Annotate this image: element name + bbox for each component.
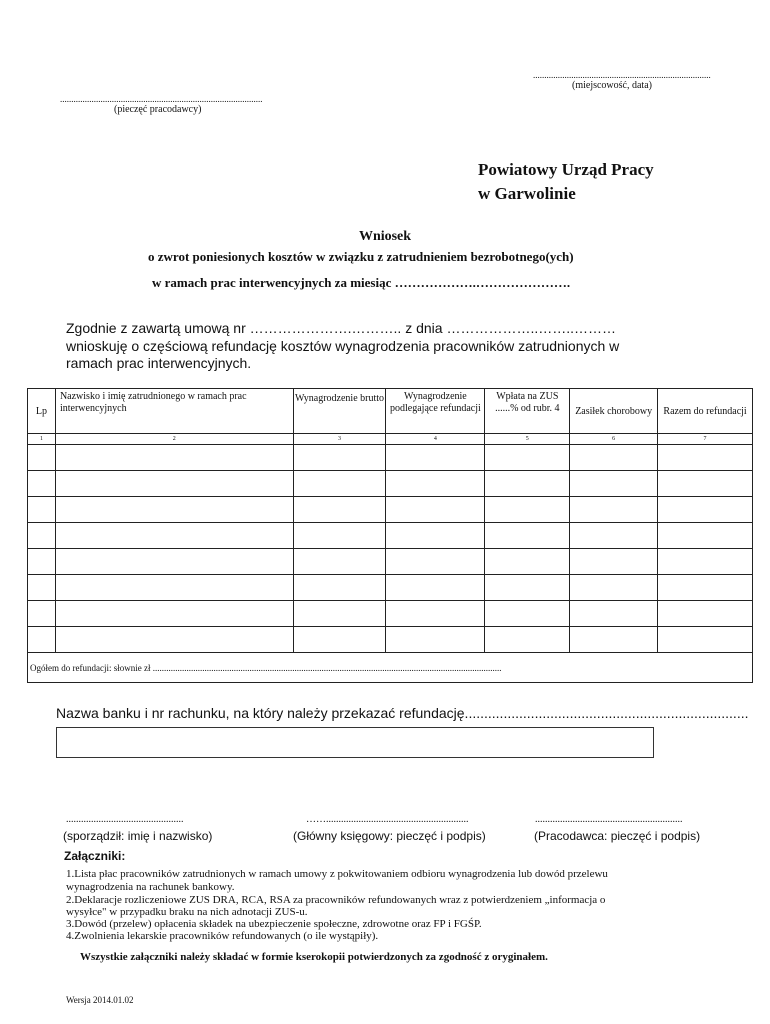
- column-number-row: [28, 434, 753, 445]
- signature-label-employer: (Pracodawca: pieczęć i podpis): [534, 829, 701, 843]
- table-cell[interactable]: [386, 549, 485, 575]
- bank-account-field[interactable]: [56, 727, 654, 758]
- table-cell[interactable]: [55, 471, 293, 497]
- stamp-line: ..........................................................................................: [60, 94, 263, 104]
- total-in-words[interactable]: Ogółem do refundacji: słownie zł ...........................................................................................................................................................: [28, 653, 753, 683]
- table-cell[interactable]: [28, 627, 56, 653]
- table-cell[interactable]: [570, 627, 658, 653]
- table-cell[interactable]: [658, 497, 753, 523]
- attachment-line: 1.Lista płac pracowników zatrudnionych w ramach umowy z pokwitowaniem odbioru wynagrodzenia lub dowód przelewu: [66, 868, 608, 880]
- table-cell[interactable]: [28, 575, 56, 601]
- table-cell[interactable]: [386, 523, 485, 549]
- table-cell[interactable]: [485, 627, 570, 653]
- table-cell[interactable]: [570, 549, 658, 575]
- table-cell[interactable]: [293, 549, 386, 575]
- agreement-line: Zgodnie z zawartą umową nr ………………….……….. z dnia ………………..……..………: [66, 320, 617, 336]
- table-cell[interactable]: [485, 575, 570, 601]
- column-number: 1: [28, 434, 56, 445]
- table-cell[interactable]: [386, 601, 485, 627]
- table-cell[interactable]: [55, 497, 293, 523]
- table-cell[interactable]: [55, 601, 293, 627]
- table-cell[interactable]: [293, 445, 386, 471]
- table-cell[interactable]: [293, 575, 386, 601]
- table-cell[interactable]: [28, 445, 56, 471]
- request-month-line: w ramach prac interwencyjnych za miesiąc ……………….………………….: [152, 275, 571, 290]
- place-date-label: (miejscowość, data): [572, 80, 652, 91]
- table-cell[interactable]: [658, 601, 753, 627]
- table-cell[interactable]: [293, 471, 386, 497]
- table-cell[interactable]: [570, 497, 658, 523]
- signature-line-accountant: …….........................................................: [306, 814, 469, 825]
- column-number: 7: [658, 434, 753, 445]
- attachment-line: wynagrodzenia na rachunek bankowy.: [66, 881, 235, 893]
- table-cell[interactable]: [658, 523, 753, 549]
- column-number: 3: [293, 434, 386, 445]
- header-total-refund: Razem do refundacji: [658, 389, 753, 434]
- table-row: [28, 549, 753, 575]
- table-cell[interactable]: [293, 497, 386, 523]
- recipient-line-1: Powiatowy Urząd Pracy: [478, 160, 654, 179]
- header-zus-payment: Wpłata na ZUS ......% od rubr. 4: [485, 389, 570, 434]
- table-cell[interactable]: [293, 601, 386, 627]
- table-cell[interactable]: [28, 497, 56, 523]
- attachment-line: 4.Zwolnienia lekarskie pracowników refundowanych (o ile wystąpiły).: [66, 930, 379, 942]
- table-cell[interactable]: [55, 627, 293, 653]
- attachments-heading: Załączniki:: [64, 849, 126, 863]
- header-gross-salary: Wynagrodzenie brutto: [293, 389, 386, 434]
- signature-label-accountant: (Główny księgowy: pieczęć i podpis): [293, 829, 486, 843]
- table-cell[interactable]: [658, 549, 753, 575]
- table-cell[interactable]: [658, 575, 753, 601]
- request-title: Wniosek: [358, 229, 412, 244]
- table-cell[interactable]: [570, 471, 658, 497]
- table-cell[interactable]: [28, 601, 56, 627]
- signature-line-preparer: ...............................................: [66, 814, 184, 825]
- column-number: 2: [55, 434, 293, 445]
- header-lp: Lp: [28, 389, 56, 434]
- table-row: [28, 627, 753, 653]
- table-row: [28, 601, 753, 627]
- total-row: [28, 653, 753, 683]
- table-cell[interactable]: [386, 627, 485, 653]
- table-cell[interactable]: [293, 627, 386, 653]
- table-row: [28, 575, 753, 601]
- body-line-1: wnioskuję o częściową refundację kosztów wynagrodzenia pracowników zatrudnionych w: [66, 338, 620, 354]
- bank-account-label: Nazwa banku i nr rachunku, na który należy przekazać refundację.........................................................................: [56, 705, 749, 721]
- table-row: [28, 445, 753, 471]
- copies-notice: Wszystkie załączniki należy składać w formie kserokopii potwierdzonych za zgodność z oryginałem.: [80, 951, 548, 963]
- table-cell[interactable]: [658, 627, 753, 653]
- table-row: [28, 523, 753, 549]
- table-row: [28, 497, 753, 523]
- signature-line-employer: ...........................................................: [535, 814, 683, 825]
- table-cell[interactable]: [570, 601, 658, 627]
- column-number: 5: [485, 434, 570, 445]
- column-number: 4: [386, 434, 485, 445]
- table-row: [28, 471, 753, 497]
- table-cell[interactable]: [386, 445, 485, 471]
- request-subtitle: o zwrot poniesionych kosztów w związku z zatrudnieniem bezrobotnego(ych): [148, 249, 574, 264]
- table-cell[interactable]: [386, 497, 485, 523]
- table-cell[interactable]: [293, 523, 386, 549]
- table-cell[interactable]: [55, 445, 293, 471]
- table-cell[interactable]: [658, 445, 753, 471]
- table-cell[interactable]: [658, 471, 753, 497]
- attachment-line: 3.Dowód (przelew) opłacenia składek na ubezpieczenie społeczne, zdrowotne oraz FP i FGŚP.: [66, 918, 482, 930]
- refund-table: [27, 388, 753, 683]
- table-cell[interactable]: [55, 549, 293, 575]
- table-cell[interactable]: [485, 471, 570, 497]
- form-version: Wersja 2014.01.02: [66, 995, 134, 1005]
- table-cell[interactable]: [485, 497, 570, 523]
- table-cell[interactable]: [386, 471, 485, 497]
- table-cell[interactable]: [28, 471, 56, 497]
- column-number: 6: [570, 434, 658, 445]
- attachment-line: wysyłce" w przypadku braku na nich adnotacji ZUS-u.: [66, 906, 308, 918]
- place-date-line: ...............................................................................: [533, 70, 711, 80]
- table-header-row: [28, 389, 753, 434]
- header-refundable-salary: Wynagrodzenie podlegające refundacji: [386, 389, 485, 434]
- table-cell[interactable]: [28, 549, 56, 575]
- table-cell[interactable]: [570, 445, 658, 471]
- table-cell[interactable]: [386, 575, 485, 601]
- signature-label-preparer: (sporządził: imię i nazwisko): [63, 829, 213, 843]
- header-name: Nazwisko i imię zatrudnionego w ramach prac interwencyjnych: [55, 389, 293, 434]
- table-cell[interactable]: [55, 523, 293, 549]
- table-cell[interactable]: [570, 575, 658, 601]
- header-sickness-benefit: Zasiłek chorobowy: [570, 389, 658, 434]
- table-cell[interactable]: [28, 523, 56, 549]
- table-cell[interactable]: [485, 601, 570, 627]
- table-cell[interactable]: [570, 523, 658, 549]
- table-cell[interactable]: [485, 523, 570, 549]
- table-cell[interactable]: [485, 445, 570, 471]
- body-line-2: ramach prac interwencyjnych.: [66, 355, 252, 371]
- table-cell[interactable]: [55, 575, 293, 601]
- table-body: [28, 445, 753, 653]
- stamp-label: (pieczęć pracodawcy): [114, 104, 202, 115]
- attachment-line: 2.Deklaracje rozliczeniowe ZUS DRA, RCA, RSA za pracowników refundowanych wraz z potwierdzeniem „informacja o: [66, 894, 606, 906]
- recipient-line-2: w Garwolinie: [478, 184, 576, 203]
- table-cell[interactable]: [485, 549, 570, 575]
